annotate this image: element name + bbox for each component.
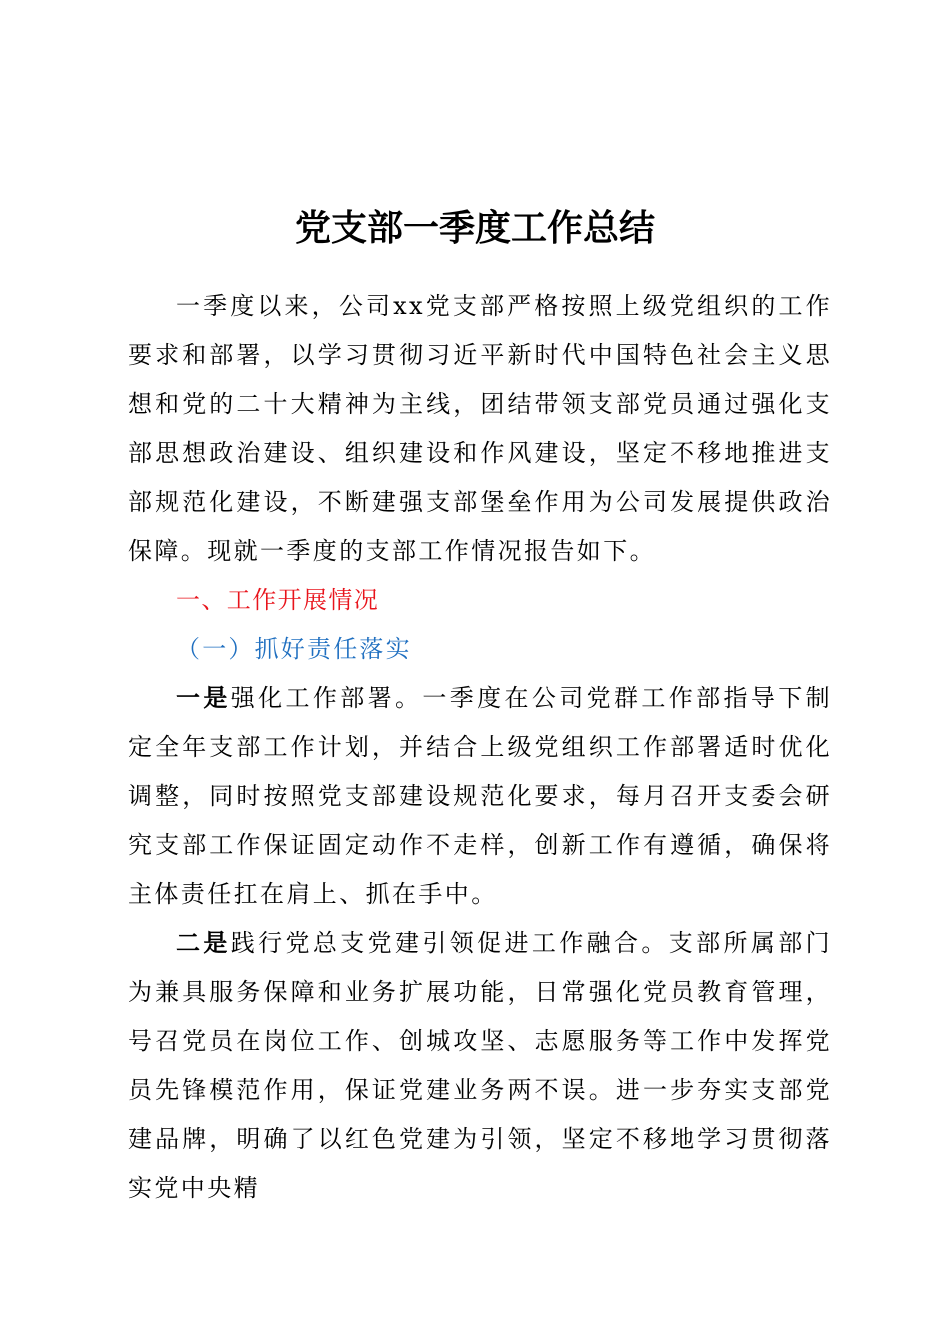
document-body bbox=[128, 282, 832, 1213]
subsection-heading-responsibility: （一）抓好责任落实 bbox=[176, 635, 412, 663]
section-heading-work-progress: 一、工作开展情况 bbox=[176, 586, 380, 614]
paragraph-text-first: 强化工作部署。一季度在公司党群工作部指导下制定全年支部工作计划，并结合上级党组织工作部署适时优化调整，同时按照党支部建设规范化要求，每月召开支委会研究支部工作保证固定动作不走样，创新工作有遵循，确保将主体责任扛在肩上、抓在手中。 bbox=[128, 684, 832, 908]
document-title: 党支部一季度工作总结 bbox=[294, 207, 655, 249]
paragraph-first-point bbox=[128, 674, 832, 919]
paragraph-lead-second: 二是 bbox=[176, 929, 231, 957]
intro-paragraph: 一季度以来，公司xx党支部严格按照上级党组织的工作要求和部署，以学习贯彻习近平新时代中国特色社会主义思想和党的二十大精神为主线，团结带领支部党员通过强化支部思想政治建设、组织建设和作风建设，坚定不移地推进支部规范化建设，不断建强支部堡垒作用为公司发展提供政治保障。现就一季度的支部工作情况报告如下。 bbox=[128, 292, 832, 565]
paragraph-second-point bbox=[128, 919, 832, 1213]
paragraph-lead-first: 一是 bbox=[176, 684, 231, 712]
paragraph-text-second: 践行党总支党建引领促进工作融合。支部所属部门为兼具服务保障和业务扩展功能，日常强化党员教育管理，号召党员在岗位工作、创城攻坚、志愿服务等工作中发挥党员先锋模范作用，保证党建业务两不误。进一步夯实支部党建品牌，明确了以红色党建为引领，坚定不移地学习贯彻落实党中央精 bbox=[128, 929, 832, 1202]
